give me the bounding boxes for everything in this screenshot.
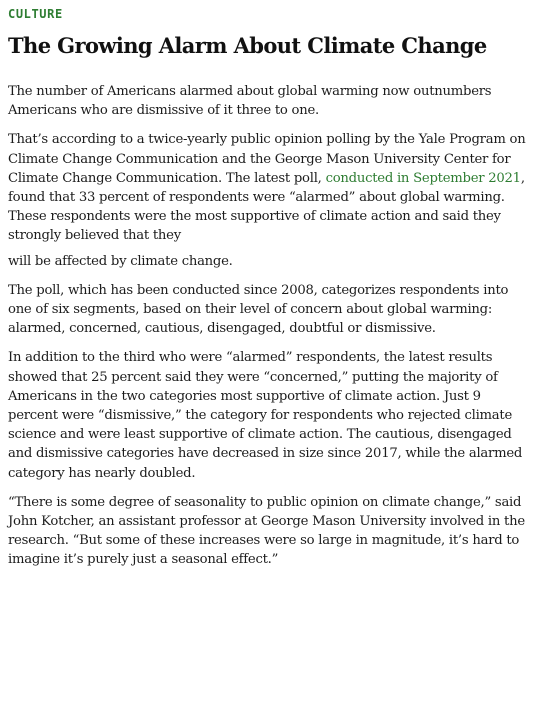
paragraph-5: In addition to the third who were “alarmed” respondents, the latest results showed that 25 percent said they were “concerned,” putting the majority of Americans in the two categories most supportive of climate action. Just 9 percent were “dismissive,” the category for respondents who rejected climate science and were least supportive of climate action. The cautious, disengaged and dismissive categories have decreased in size since 2017, while the alarmed category has nearly doubled. [8, 350, 523, 481]
paragraph-1: The number of Americans alarmed about global warming now outnumbers Americans who are dismissive of it three to one. [8, 84, 492, 119]
paragraph-2-text-end: , found that 33 percent of respondents were “alarmed” about global warming. These respondents were the most supportive of climate action and said they strongly believed that they [8, 170, 525, 244]
poll-link[interactable]: conducted in September 2021 [325, 170, 521, 186]
article-title: The Growing Alarm About Climate Change [8, 33, 487, 58]
section-label[interactable]: CULTURE [8, 7, 63, 21]
paragraph-4: The poll, which has been conducted since 2008, categorizes respondents into one of six segments, based on their level of concern about global warming: alarmed, concerned, cautious, disengaged, doubtful or dismissive. [8, 282, 509, 337]
paragraph-2-text-start: That’s according to a twice-yearly public opinion polling by the Yale Program on Climate Change Communication and the George Mason University Center for Climate Change Communication. The latest poll, [8, 132, 526, 186]
paragraph-2 [8, 130, 533, 245]
paragraph-6: “There is some degree of seasonality to public opinion on climate change,” said John Kotcher, an assistant professor at George Mason University involved in the research. “But some of these increases were so large in magnitude, it’s hard to imagine it’s purely just a seasonal effect.” [8, 494, 525, 568]
article [8, 6, 533, 580]
paragraph-3: will be affected by climate change. [8, 253, 233, 269]
